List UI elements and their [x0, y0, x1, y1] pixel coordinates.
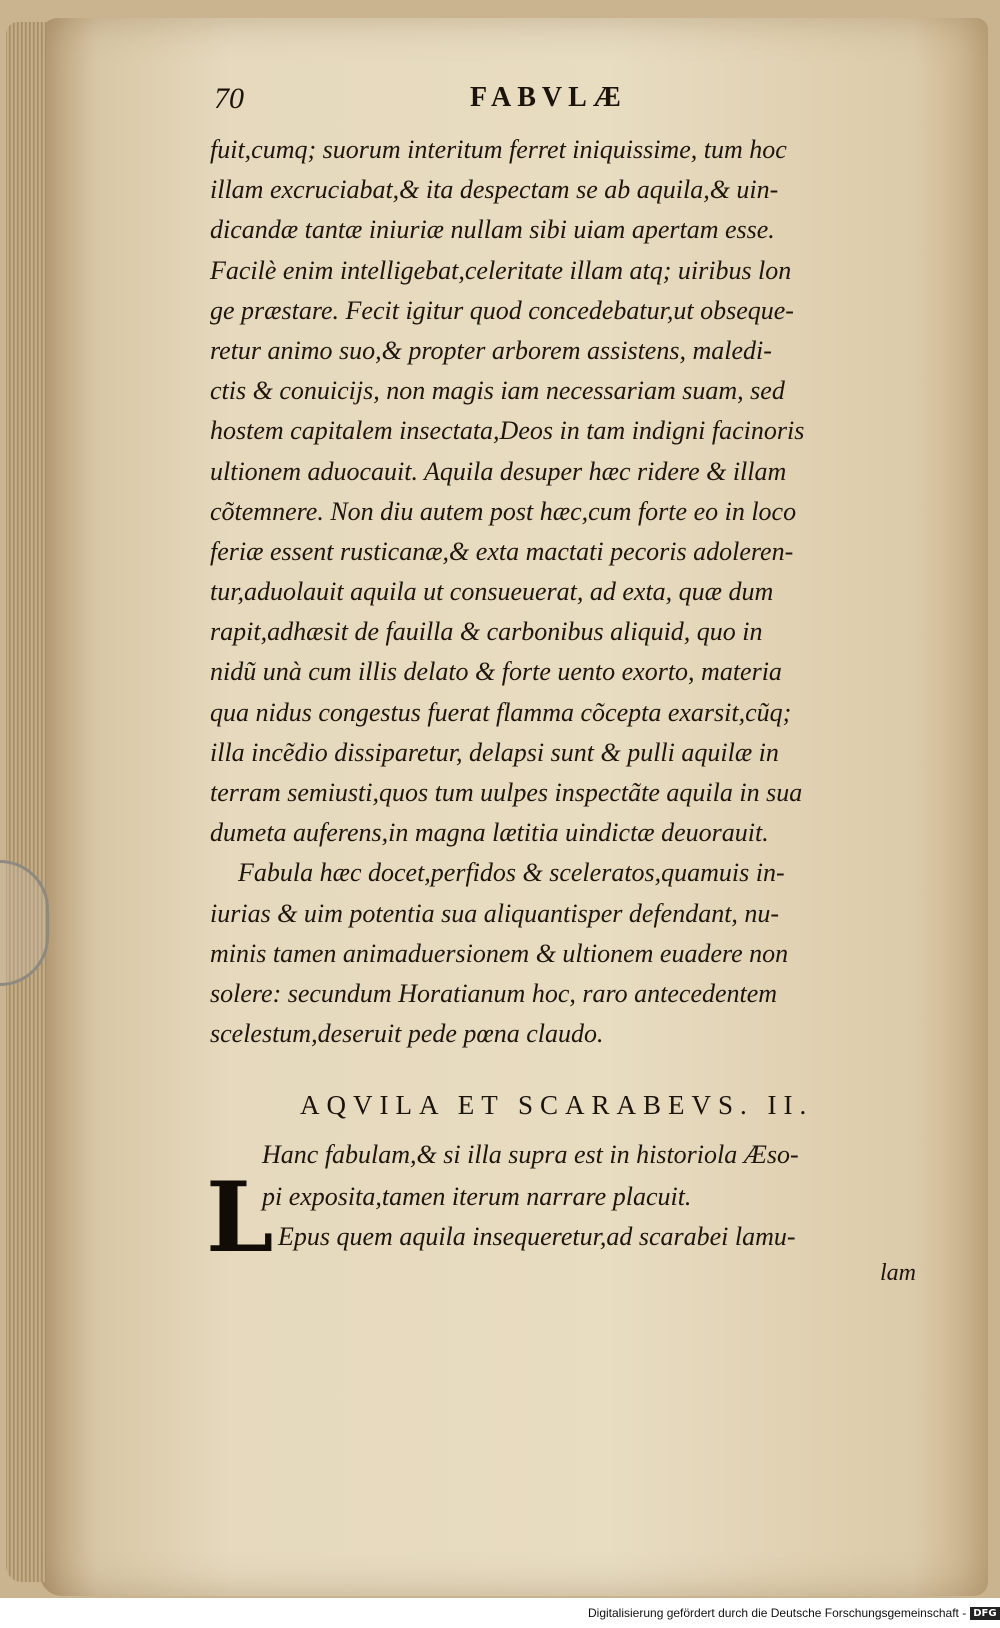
- text-line: ctis & conuicijs, non magis iam necessariam suam, sed: [210, 376, 785, 406]
- text-line: ultionem aduocauit. Aquila desuper hæc ridere & illam: [210, 456, 787, 486]
- moral-line: scelestum,deseruit pede pœna claudo.: [210, 1019, 604, 1049]
- fable-title: AQVILA ET SCARABEVS. II.: [300, 1090, 814, 1120]
- text-line: dicandæ tantæ iniuriæ nullam sibi uiam apertam esse.: [210, 215, 775, 245]
- text-line: Facilè enim intelligebat,celeritate illam atq; uiribus lon: [210, 255, 792, 285]
- moral-line: iurias & uim potentia sua aliquantisper defendant, nu-: [210, 898, 780, 928]
- body-text: [210, 130, 930, 1054]
- credit-text: Digitalisierung gefördert durch die Deutsche Forschungsgemeinschaft -: [588, 1606, 967, 1620]
- intro-line: Hanc fabulam,& si illa supra est in historiola Æso-: [262, 1140, 799, 1169]
- text-line: qua nidus congestus fuerat flamma cõcepta exarsit,cũq;: [210, 697, 792, 727]
- text-line: nidũ unà cum illis delato & forte uento exorto, materia: [210, 657, 782, 687]
- digitization-credit: [588, 1606, 1000, 1620]
- text-line: illa incẽdio dissiparetur, delapsi sunt & pulli aquilæ in: [210, 737, 779, 767]
- moral-line: minis tamen animaduersionem & ultionem euadere non: [210, 938, 789, 968]
- text-line: tur,aduolauit aquila ut consueuerat, ad exta, quæ dum: [210, 577, 774, 607]
- decorated-initial: L: [206, 1161, 274, 1274]
- text-line: rapit,adhæsit de fauilla & carbonibus aliquid, quo in: [210, 617, 763, 647]
- page-edges: [6, 22, 46, 1582]
- moral-line: solere: secundum Horatianum hoc, raro antecedentem: [210, 978, 778, 1008]
- dfg-logo: DFG: [970, 1607, 999, 1620]
- text-line: fuit,cumq; suorum interitum ferret iniquissime, tum hoc: [210, 135, 787, 164]
- fable-first-line: Epus quem aquila insequeretur,ad scarabei lamu-: [278, 1222, 796, 1251]
- intro-line: pi exposita,tamen iterum narrare placuit.: [262, 1182, 692, 1211]
- text-line: retur animo suo,& propter arborem assistens, maledi-: [210, 335, 772, 365]
- text-line: dumeta auferens,in magna lætitia uindictæ deuorauit.: [210, 818, 769, 848]
- page-number: 70: [214, 82, 244, 115]
- text-line: cõtemnere. Non diu autem post hæc,cum forte eo in loco: [210, 496, 797, 526]
- fable-intro: [262, 1134, 922, 1218]
- text-line: ge præstare. Fecit igitur quod concedebatur,ut obseque-: [210, 295, 794, 325]
- text-line: terram semiusti,quos tum uulpes inspectãte aquila in sua: [210, 778, 803, 807]
- catchword: lam: [880, 1260, 916, 1286]
- text-line: feriæ essent rusticanæ,& exta mactati pecoris adoleren-: [210, 536, 794, 566]
- page-header: [0, 82, 1000, 122]
- running-head: FABVLÆ: [470, 82, 627, 113]
- moral-line: Fabula hæc docet,perfidos & sceleratos,quamuis in-: [238, 858, 785, 888]
- text-line: hostem capitalem insectata,Deos in tam indigni facinoris: [210, 416, 805, 446]
- text-line: illam excruciabat,& ita despectam se ab aquila,& uin-: [210, 175, 779, 205]
